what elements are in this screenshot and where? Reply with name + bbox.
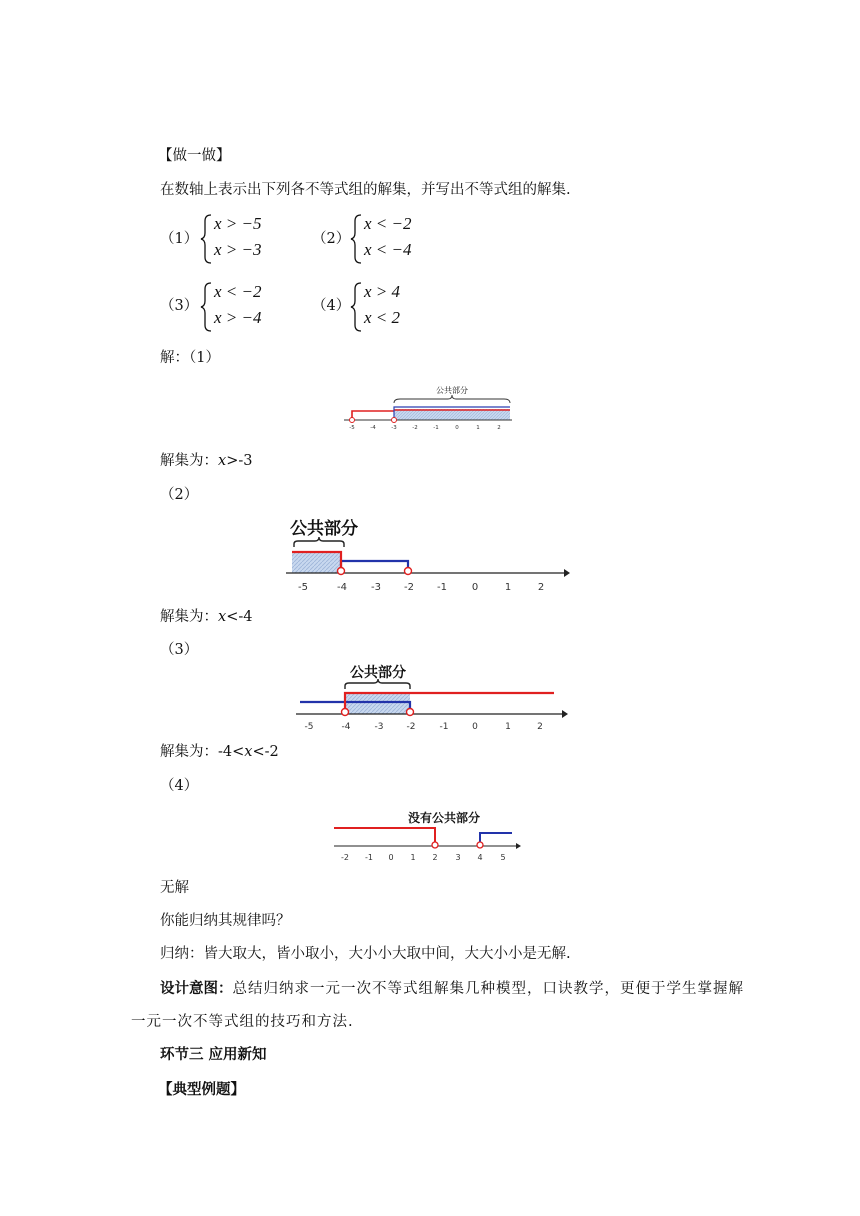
- figure-2-tick: -3: [371, 582, 381, 593]
- answer-1: [160, 451, 252, 471]
- design-intent-label: 设计意图：: [160, 981, 233, 997]
- figure-1-tick: -5: [349, 425, 355, 431]
- figure-4-caption: 没有公共部分: [407, 811, 481, 825]
- figure-4-tick: 3: [455, 853, 461, 862]
- system-2-ineq-1: x < −2: [364, 214, 412, 233]
- figure-3-tick: 1: [505, 722, 511, 732]
- answer-1-rest: >-3: [226, 453, 253, 469]
- brace-icon: [200, 214, 212, 264]
- figure-4-tick: 2: [432, 853, 438, 862]
- system-3: [200, 282, 320, 332]
- brace-icon: [350, 282, 362, 332]
- figure-2-tick: 2: [537, 582, 545, 593]
- system-4-ineq-2: x < 2: [364, 308, 401, 327]
- figure-2-tick: 1: [504, 582, 512, 593]
- number-line-figure-4: [330, 806, 530, 866]
- figure-4-tick: -2: [341, 853, 349, 862]
- system-4-label: （4）: [312, 298, 351, 314]
- figure-1-tick: -3: [391, 425, 397, 431]
- question-text: 你能归纳其规律吗？: [160, 913, 291, 929]
- answer-3-rest: <-2: [252, 744, 279, 760]
- figure-1-tick: 0: [455, 425, 459, 431]
- figure-3-tick: 2: [537, 722, 543, 732]
- system-2-ineq-2: x < −4: [364, 240, 412, 259]
- system-2: [350, 214, 470, 264]
- system-1-ineq-1: x > −5: [214, 214, 262, 233]
- figure-1-tick: -1: [433, 425, 439, 431]
- figure-2-caption: 公共部分: [290, 519, 358, 539]
- number-line-figure-3: [292, 664, 572, 736]
- brace-icon: [350, 214, 362, 264]
- figure-3-tick: 0: [472, 722, 478, 732]
- figure-2-tick: -1: [437, 582, 447, 593]
- figure-4-tick: 5: [500, 853, 506, 862]
- system-1-ineq-2: x > −3: [214, 240, 262, 259]
- label-4: （4）: [160, 778, 199, 794]
- system-4: [350, 282, 470, 332]
- system-4-ineq-1: x > 4: [364, 282, 401, 301]
- design-intent-line-2: 一元一次不等式组的技巧和方法.: [131, 1014, 354, 1030]
- figure-1-tick: -4: [370, 425, 376, 431]
- system-3-label: （3）: [160, 298, 199, 314]
- figure-4-tick: -1: [365, 853, 373, 862]
- figure-2-tick: 0: [471, 582, 479, 593]
- section-title: 环节三 应用新知: [160, 1047, 267, 1063]
- answer-1-var: x: [218, 453, 227, 469]
- figure-2-tick: -5: [298, 582, 308, 593]
- figure-2-tick: -4: [337, 582, 347, 593]
- summary-text: 归纳：皆大取大，皆小取小，大小小大取中间，大大小小是无解.: [160, 946, 571, 962]
- system-2-label: （2）: [312, 231, 351, 247]
- number-line-figure-1: [340, 382, 520, 432]
- design-intent-line-1: [160, 979, 744, 999]
- answer-2: [160, 607, 252, 627]
- system-3-ineq-1: x < −2: [214, 282, 262, 301]
- figure-3-tick: -4: [341, 722, 351, 732]
- label-2: （2）: [160, 487, 199, 503]
- instruction-text: 在数轴上表示出下列各不等式组的解集，并写出不等式组的解集.: [160, 182, 571, 198]
- figure-4-tick: 0: [388, 853, 394, 862]
- figure-3-tick: -5: [304, 722, 314, 732]
- heading-do: 【做一做】: [158, 148, 231, 164]
- design-intent-text: 总结归纳求一元一次不等式组解集几种模型，口诀教学，更便于学生掌握解: [232, 981, 744, 997]
- answer-3-var: x: [244, 744, 253, 760]
- figure-3-tick: -1: [439, 722, 449, 732]
- figure-2-tick: -2: [404, 582, 414, 593]
- example-heading: 【典型例题】: [158, 1082, 245, 1098]
- figure-4-tick: 4: [477, 853, 483, 862]
- answer-2-prefix: 解集为：: [160, 609, 218, 625]
- answer-2-var: x: [218, 609, 227, 625]
- answer-4: 无解: [160, 880, 189, 896]
- figure-1-tick: -2: [412, 425, 418, 431]
- figure-1-tick: 1: [476, 425, 480, 431]
- number-line-figure-2: [282, 514, 572, 594]
- answer-3: [160, 742, 279, 762]
- figure-3-tick: -3: [374, 722, 384, 732]
- answer-1-prefix: 解集为：: [160, 453, 218, 469]
- figure-1-tick: 2: [497, 425, 501, 431]
- brace-icon: [200, 282, 212, 332]
- answer-3-prefix: 解集为：-4<: [160, 744, 245, 760]
- label-3: （3）: [160, 642, 199, 658]
- answer-2-rest: <-4: [226, 609, 253, 625]
- figure-1-caption: 公共部分: [436, 386, 468, 395]
- figure-4-tick: 1: [410, 853, 416, 862]
- system-1: [200, 214, 320, 264]
- system-1-label: （1）: [160, 231, 199, 247]
- system-3-ineq-2: x > −4: [214, 308, 262, 327]
- figure-3-tick: -2: [406, 722, 416, 732]
- solution-prefix: 解：（1）: [160, 350, 220, 366]
- figure-3-caption: 公共部分: [350, 665, 406, 681]
